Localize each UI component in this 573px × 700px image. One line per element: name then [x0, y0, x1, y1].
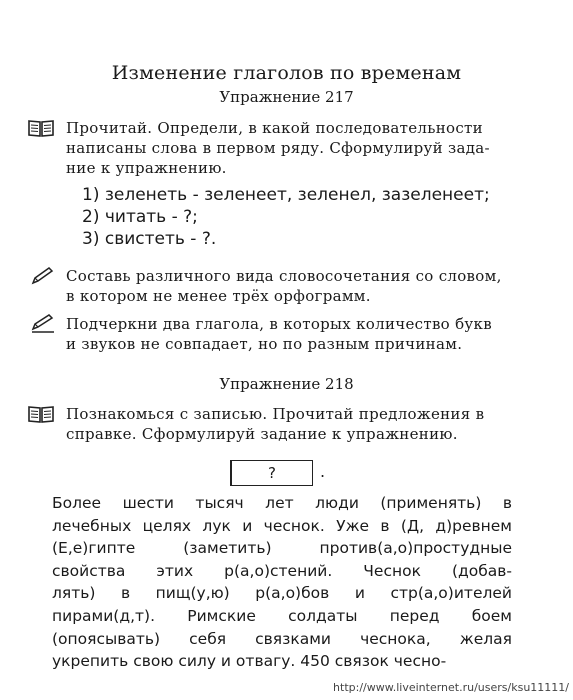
pencil-icon [30, 266, 56, 286]
reference-box-period: . [320, 462, 326, 481]
footer [333, 681, 569, 694]
reference-box: ? [230, 460, 313, 486]
task-line: справке. Сформулируй задание к упражнению. [66, 425, 458, 443]
text-line: (опоясывать) себя связками чеснока, желая [52, 629, 512, 648]
task-line: Подчеркни два глагола, в которых количество букв [66, 315, 492, 333]
task-write-paragraph [66, 266, 514, 306]
word-row: 1) зеленеть - зеленеет, зеленел, зазеленеет; [82, 185, 490, 205]
text-line: (Е,е)гипте (заметить) против(а,о)простудные [52, 539, 512, 558]
exercise-text [52, 492, 512, 673]
task-underline-paragraph [66, 314, 514, 354]
task-line: Составь различного вида словосочетания со словом, [66, 267, 502, 285]
task-line: и звуков не совпадает, но по разным причинам. [66, 335, 463, 353]
text-line: Более шести тысяч лет люди (применять) в [52, 494, 512, 512]
exercise-218-heading: Упражнение 218 [219, 375, 354, 393]
word-rows [82, 184, 522, 250]
task-218-paragraph [66, 404, 514, 444]
open-book-icon [28, 404, 54, 424]
task-line: Познакомься с записью. Прочитай предложения в [66, 405, 485, 423]
text-line: лечебных целях лук и чеснок. Уже в (Д, д)ревнем [52, 516, 512, 535]
text-line: укрепить свою силу и отвагу. 450 связок чесно- [52, 652, 447, 671]
text-line: пирами(д,т). Римские солдаты перед боем [52, 606, 512, 625]
section-title: Изменение глаголов по временам [111, 62, 462, 84]
word-row: 2) читать - ?; [82, 207, 198, 227]
footer-url[interactable]: http://www.liveinternet.ru/users/ksu11111/ [333, 681, 569, 694]
task-line: написаны слова в первом ряду. Сформулируй зада- [66, 139, 490, 157]
text-line: лять) в пищ(у,ю) р(а,о)бов и стр(а,о)ителей [52, 584, 512, 603]
open-book-icon [28, 118, 54, 138]
text-line: свойства этих р(а,о)стений. Чеснок (добав- [52, 561, 512, 580]
task-read-paragraph [66, 118, 514, 178]
pencil-icon [30, 314, 56, 334]
task-line: Прочитай. Определи, в какой последовательности [66, 119, 483, 137]
exercise-217-heading: Упражнение 217 [219, 88, 354, 106]
word-row: 3) свистеть - ?. [82, 229, 217, 249]
task-line: в котором не менее трёх орфограмм. [66, 287, 371, 305]
task-line: ние к упражнению. [66, 159, 227, 177]
